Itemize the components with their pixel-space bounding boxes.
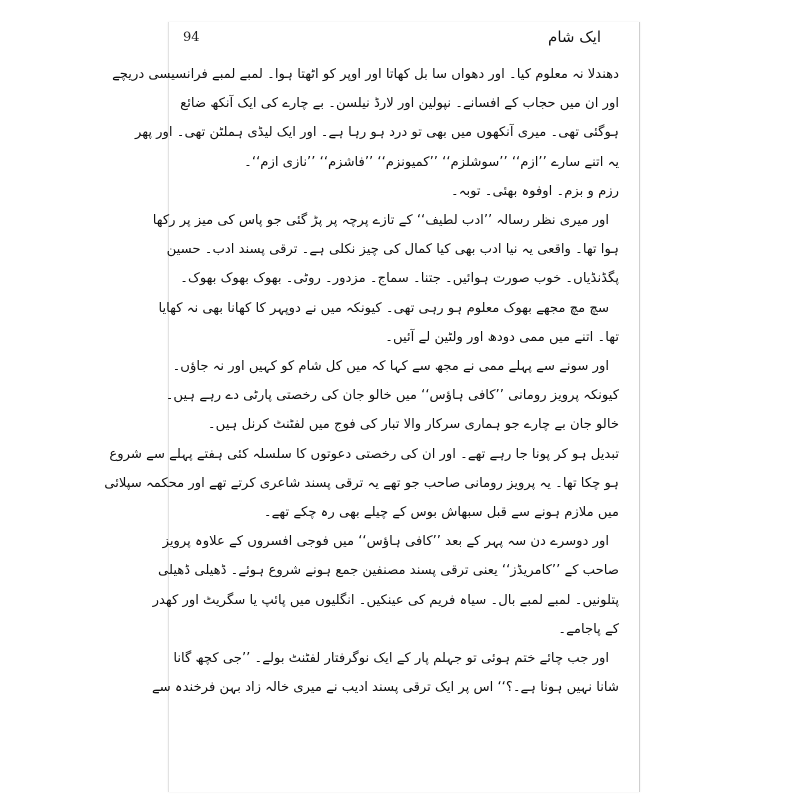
text-line: خالو جان بے چارے جو ہماری سرکار والا تبار کی فوج میں لفٹنٹ کرنل ہیں۔ — [207, 417, 619, 433]
text-line: شانا نہیں ہونا ہے۔؟‘‘ اس پر ایک ترقی پسند ادیب نے میری خالہ زاد بہن فرخندہ سے — [151, 680, 619, 696]
text-line: اور ان میں حجاب کے افسانے۔ نپولین اور لارڈ نیلسن۔ بے چارے کی ایک آنکھ ضائع — [180, 96, 619, 112]
text-line: ہو چکا تھا۔ یہ پرویز رومانی صاحب جو تھے یہ ترقی پسند شاعری کرتے تھے اور محکمہ سپلائی — [104, 475, 619, 491]
text-line: کیونکہ پرویز رومانی ’’کافی ہاؤس‘‘ میں خالو جان کی رخصتی پارٹی دے رہے ہیں۔ — [165, 388, 619, 404]
text-line: اور میری نظر رسالہ ’’ادب لطیف‘‘ کے تازے پرچہ پر پڑ گئی جو پاس کی میز پر رکھا — [152, 213, 609, 229]
text-line: اور دوسرے دن سہ پہر کے بعد ’’کافی ہاؤس‘‘ میں فوجی افسروں کے علاوہ پرویز — [162, 534, 609, 550]
page-number: 94 — [183, 30, 200, 45]
text-line: یہ اتنے سارے ’’ازم‘‘ ’’سوشلزم‘‘ ’’کمیونزم‘‘ ’’فاشزم‘‘ ’’نازی ازم‘‘۔ — [244, 154, 619, 170]
text-line: دھندلا نہ معلوم کیا۔ اور دھواں سا بل کھاتا اور اوپر کو اٹھتا ہوا۔ لمبے لمبے فرانسیسی دریچے — [112, 67, 619, 82]
text-line: اور جب چائے ختم ہوئی تو جہلم پار کے ایک نوگرفتار لفٹنٹ بولے۔ ’’جی کچھ گانا — [173, 651, 609, 667]
text-line: ہوگئی تھی۔ میری آنکھوں میں بھی تو درد ہو رہا ہے۔ اور ایک لیڈی ہملٹن تھی۔ اور پھر — [134, 125, 619, 141]
text-line: پتلونیں۔ لمبے لمبے بال۔ سیاہ فریم کی عینکیں۔ انگلیوں میں پائپ یا سگریٹ اور کھدر — [152, 592, 619, 608]
text-line: سچ مچ مجھے بھوک معلوم ہو رہی تھی۔ کیونکہ میں نے دوپہر کا کھانا بھی نہ کھایا — [158, 300, 609, 316]
text-line: کے پاجامے۔ — [558, 621, 619, 637]
text-line: تبدیل ہو کر پونا جا رہے تھے۔ اور ان کی رخصتی دعوتوں کا سلسلہ کئی ہفتے پہلے سے شروع — [109, 446, 619, 462]
text-line: اور سونے سے پہلے ممی نے مجھ سے کہا کہ میں کل شام کو کہیں اور نہ جاؤں۔ — [172, 359, 609, 375]
text-line: تھا۔ اتنے میں ممی دودھ اور ولٹین لے آئیں۔ — [385, 329, 619, 345]
page-header — [169, 22, 639, 52]
text-line: ہوا تھا۔ واقعی یہ نیا ادب بھی کیا کمال کی چیز نکلی ہے۔ ترقی پسند ادب۔ حسین — [166, 242, 619, 258]
text-line: میں ملازم ہونے سے قبل سبھاش بوس کے چیلے بھی رہ چکے تھے۔ — [263, 505, 619, 521]
text-line: رزم و بزم۔ اوفوہ بھئی۔ توبہ۔ — [451, 183, 619, 199]
text-line: صاحب کے ’’کامریڈز‘‘ یعنی ترقی پسند مصنفین جمع ہونے شروع ہوئے۔ ڈھیلی ڈھیلی — [157, 563, 619, 579]
text-line: پگڈنڈیاں۔ خوب صورت ہوائیں۔ جتنا۔ سماج۔ مزدور۔ روٹی۔ بھوک بھوک بھوک۔ — [180, 271, 619, 287]
page-body-text — [104, 60, 619, 702]
running-title: ایک شام — [548, 28, 601, 46]
book-page — [104, 22, 640, 792]
